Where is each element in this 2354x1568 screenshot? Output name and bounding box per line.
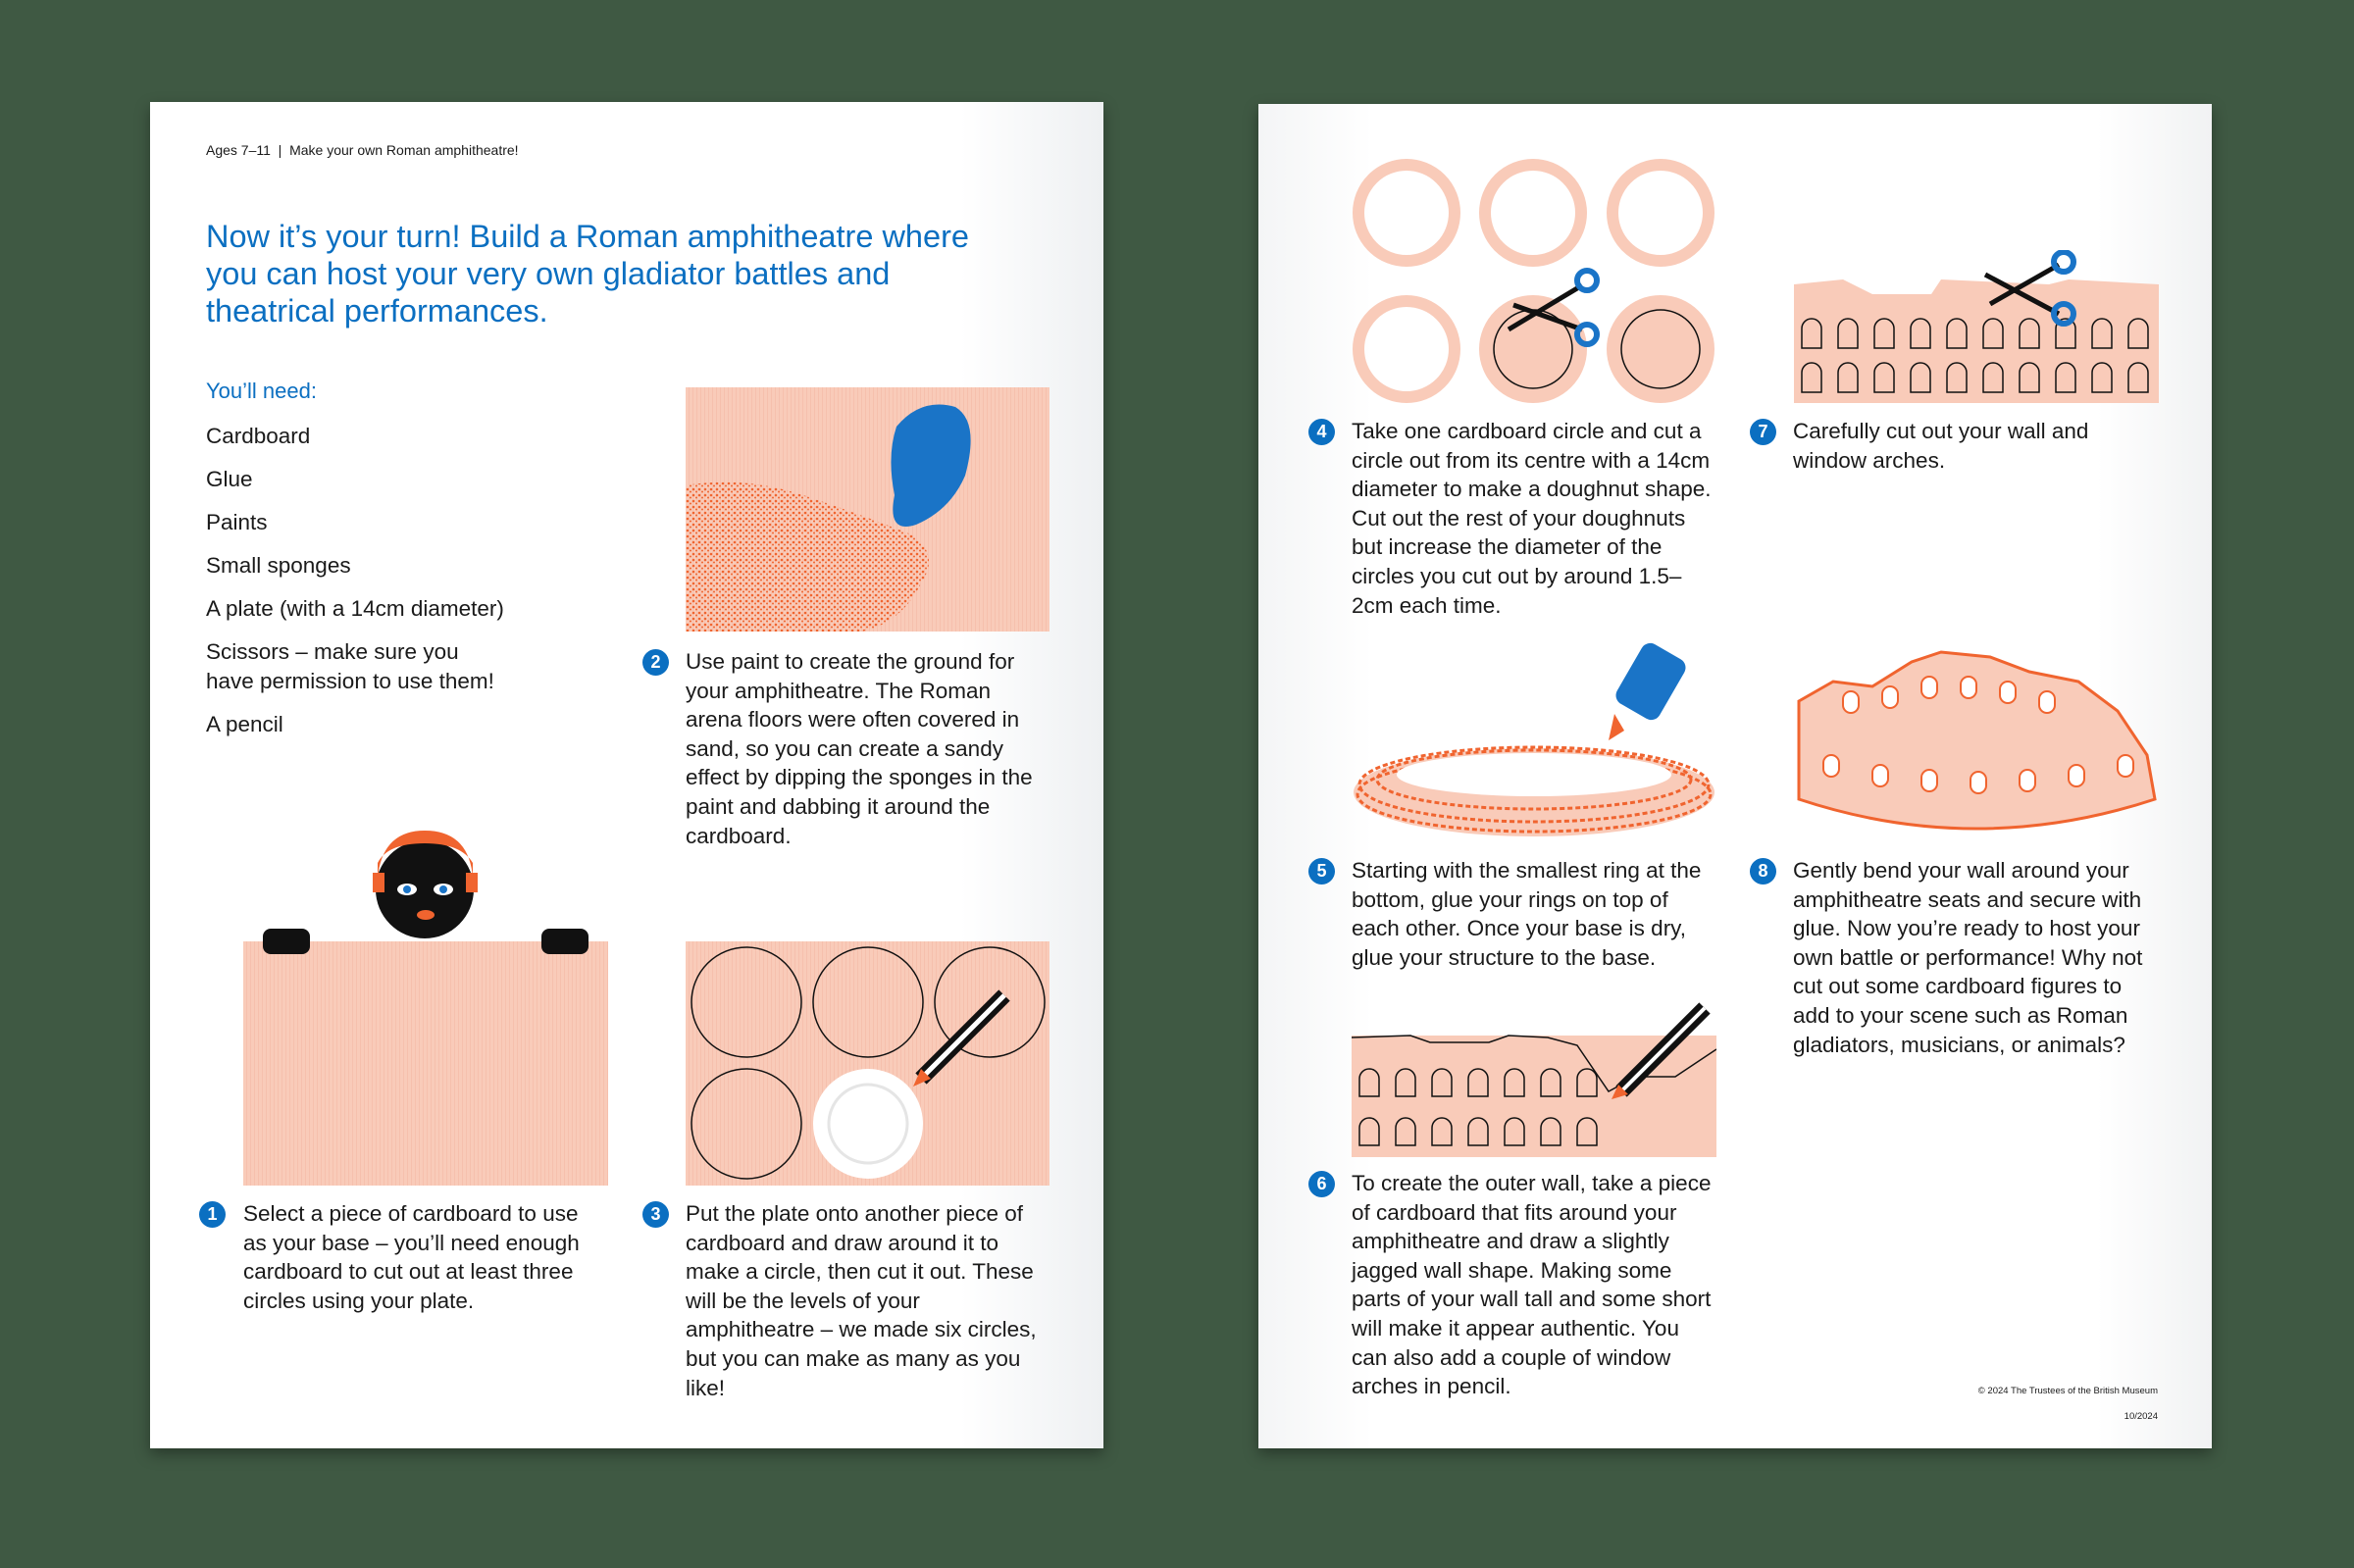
- amphitheatre-illustration: [1794, 642, 2159, 843]
- step-number: 6: [1308, 1171, 1335, 1197]
- needs-list: [206, 422, 510, 753]
- step-7-text: Carefully cut out your wall and window arches.: [1793, 419, 2089, 473]
- glue-icon: [1609, 639, 1689, 740]
- step-number: 2: [642, 649, 669, 676]
- step-number: 4: [1308, 419, 1335, 445]
- list-item: Small sponges: [206, 553, 351, 578]
- step-number: 5: [1308, 858, 1335, 885]
- list-item: Cardboard: [206, 424, 311, 448]
- print-date: 10/2024: [2124, 1411, 2158, 1422]
- list-item: A pencil: [206, 711, 283, 736]
- cut-wall-illustration: [1794, 250, 2159, 403]
- step-number: 7: [1750, 419, 1776, 445]
- list-item: A plate (with a 14cm diameter): [206, 596, 504, 621]
- wall-drawing-illustration: [1352, 998, 1716, 1157]
- list-item: Scissors – make sure you have permission to use them!: [206, 639, 494, 693]
- step-8-text: Gently bend your wall around your amphitheatre seats and secure with glue. Now you’re ready to host your own battle or performance! Why not cut out some cardboard figures to add to your scene such as Roman gladiators, musicians, or animals?: [1793, 858, 2143, 1057]
- step-6-text: To create the outer wall, take a piece of cardboard that fits around your amphitheatre and draw a slightly jagged wall shape. Making some parts of your wall tall and some short will make it appear authentic. You can also add a couple of window arches in pencil.: [1352, 1171, 1712, 1399]
- step-3-text: Put the plate onto another piece of cardboard and draw around it to make a circle, then cut it out. These will be the levels of your amphitheatre – we made six circles, but you can make as many as you like!: [686, 1201, 1037, 1400]
- list-item: Paints: [206, 510, 268, 534]
- needs-heading: You’ll need:: [206, 379, 317, 403]
- page-title: Now it’s your turn! Build a Roman amphitheatre where you can host your very own gladiator battles and theatrical performances.: [206, 219, 969, 329]
- cardboard-base-illustration: [243, 941, 608, 1186]
- doughnut-circles-illustration: [1352, 158, 1716, 403]
- right-hand-icon: [541, 929, 588, 954]
- step-number: 3: [642, 1201, 669, 1228]
- step-number: 8: [1750, 858, 1776, 885]
- stacked-rings-illustration: [1352, 637, 1716, 843]
- step-2-text: Use paint to create the ground for your amphitheatre. The Roman arena floors were often covered in sand, so you can create a sandy effect by dipping the sponges in the paint and dabbing it around the cardboard.: [686, 649, 1033, 848]
- left-hand-icon: [263, 929, 310, 954]
- step-1-text: Select a piece of cardboard to use as your base – you’ll need enough cardboard to cut out at least three circles using your plate.: [243, 1201, 580, 1313]
- copyright: © 2024 The Trustees of the British Museum: [1977, 1386, 2158, 1396]
- character-illustration: [353, 819, 500, 946]
- step-number: 1: [199, 1201, 226, 1228]
- pencil-icon: [686, 941, 1049, 1186]
- step-4-text: Take one cardboard circle and cut a circle out from its centre with a 14cm diameter to make a doughnut shape. Cut out the rest of your doughnuts but increase the diameter of the circles you cut out by around 1.5–2cm each time.: [1352, 419, 1712, 618]
- circles-drawing-illustration: [686, 941, 1049, 1186]
- sand-paint-illustration: [686, 387, 1049, 632]
- list-item: Glue: [206, 467, 253, 491]
- sponge-icon: [686, 387, 1049, 632]
- running-header: Ages 7–11 | Make your own Roman amphitheatre!: [206, 142, 519, 158]
- step-5-text: Starting with the smallest ring at the bottom, glue your rings on top of each other. Once your base is dry, glue your structure to the base.: [1352, 858, 1702, 970]
